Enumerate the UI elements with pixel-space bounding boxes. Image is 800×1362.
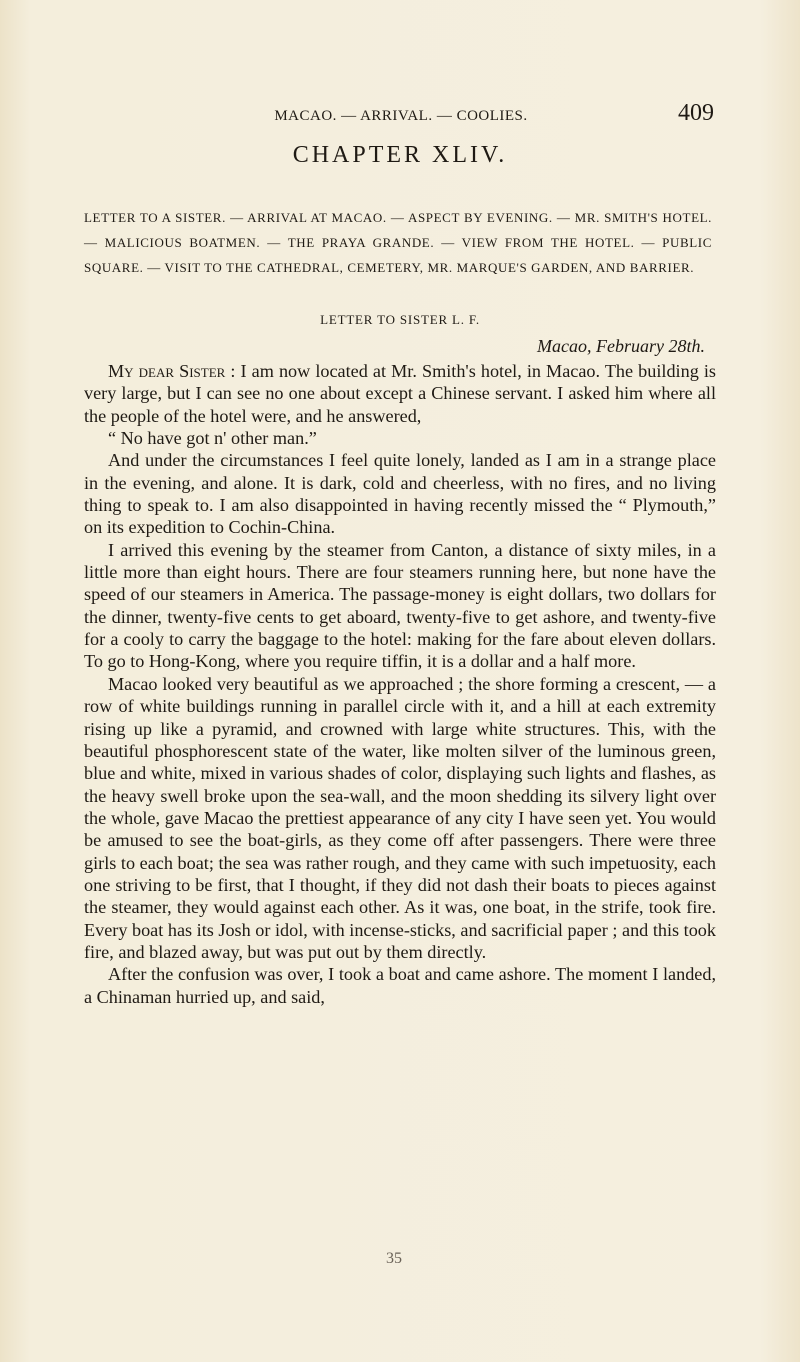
chapter-title: CHAPTER XLIV. bbox=[292, 142, 508, 168]
letter-salutation: My dear Sister : bbox=[108, 361, 236, 381]
paragraph: “ No have got n' other man.” bbox=[108, 428, 317, 449]
letter-dateline: Macao, February 28th. bbox=[537, 336, 705, 356]
paragraph bbox=[84, 360, 716, 427]
letter-body bbox=[84, 360, 716, 1008]
printer-signature: 35 bbox=[386, 1250, 402, 1267]
paragraph-text: I am now located at Mr. Smith's hotel, in Macao. The building is very large, but I can see no one about except a Chinese servant. I asked him where all the people of the hotel were, and he answered, bbox=[84, 361, 716, 426]
chapter-synopsis: LETTER TO A SISTER. — ARRIVAL AT MACAO. — ASPECT BY EVENING. — MR. SMITH'S HOTEL. — MALICIOUS BOATMEN. — THE PRAYA GRANDE. — VIEW FROM THE HOTEL. — PUBLIC SQUARE. — VISIT TO THE CATHEDRAL, CEMETERY, MR. MARQUE'S GARDEN, AND BARRIER. bbox=[84, 210, 712, 275]
paragraph: Macao looked very beautiful as we approached ; the shore forming a crescent, — a row of white buildings running in parallel circle with it, and a hill at each extremity rising up like a pyramid, and crowned with large white structures. This, with the beautiful phosphorescent state of the water, like molten silver of the luminous green, blue and white, mixed in various shades of color, displaying such lights and flashes, as the heavy swell broke upon the sea-wall, and the moon shedding its silvery light over the whole, gave Macao the prettiest appearance of any city I have seen yet. You would be amused to see the boat-girls, as they come off after passengers. There were three girls to each boat; the sea was rather rough, and they came with such impetuosity, each one striving to be first, that I thought, if they did not dash their boats to pieces against the steamer, they would against each other. As it was, one boat, in the strife, took fire. Every boat has its Josh or idol, with incense-sticks, and sacrificial paper ; and this took fire, and blazed away, but was put out by them directly. bbox=[84, 673, 716, 962]
running-title: MACAO. — ARRIVAL. — COOLIES. bbox=[274, 108, 528, 124]
paragraph: I arrived this evening by the steamer from Canton, a distance of sixty miles, in a little more than eight hours. There are four steamers running here, but none have the speed of our steamers in America. The passage-money is eight dollars, two dollars for the dinner, twenty-five cents to get aboard, twenty-five to get ashore, and twenty-five for a cooly to carry the baggage to the hotel: making for the fare about eleven dollars. To go to Hong-Kong, where you require tiffin, it is a dollar and a half more. bbox=[84, 539, 716, 672]
running-head bbox=[84, 100, 714, 127]
paragraph: After the confusion was over, I took a boat and came ashore. The moment I landed, a Chinaman hurried up, and said, bbox=[84, 964, 716, 1007]
letter-heading: LETTER TO SISTER L. F. bbox=[320, 312, 480, 327]
paragraph: And under the circumstances I feel quite lonely, landed as I am in a strange place in the evening, and alone. It is dark, cold and cheerless, with no fires, and no living thing to speak to. I am also disappointed in having recently missed the “ Plymouth,” on its expedition to Cochin-China. bbox=[84, 450, 716, 538]
page-number: 409 bbox=[678, 100, 714, 126]
